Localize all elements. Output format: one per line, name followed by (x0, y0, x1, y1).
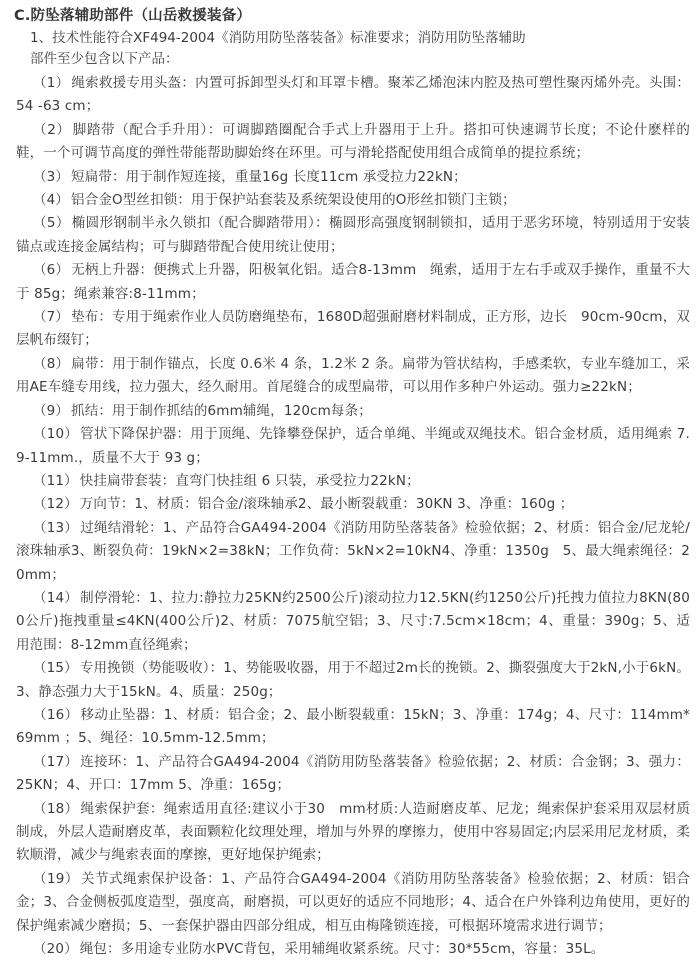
list-item-13 (16, 517, 690, 587)
item-number: （5） (33, 215, 70, 232)
item-number: （3） (33, 168, 70, 185)
list-item-16 (16, 704, 690, 751)
list-item-18 (16, 798, 690, 868)
list-item-9 (16, 400, 690, 423)
list-item-11 (16, 470, 690, 493)
item-number: （14） (33, 589, 79, 606)
item-text: 快挂扁带套装：直弯门快挂组 6 只装，承受拉力22kN； (79, 472, 420, 489)
item-text: 椭圆形钢制半永久锁扣（配合脚踏带用）：椭圆形高强度钢制锁扣，适用于恶劣环境，特别适用于安装锚点或连接金属结构；可与脚踏带配合使用统让使用； (16, 215, 691, 255)
item-number: （9） (33, 402, 70, 419)
item-number: （2） (33, 121, 71, 138)
item-text: 连接环：1、产品符合GA494-2004《消防用防坠落装备》检验依据；2、材质：合金钢；3、强力：25KN；4、开口：17mm 5、净重：165g； (16, 753, 690, 794)
item-number: （12） (33, 496, 78, 513)
item-text: 万向节：1、材质：铝合金/滚珠轴承2、最小断裂载重：30KN 3、净重：160g ； (79, 496, 574, 513)
item-number: （7） (33, 309, 70, 326)
list-item-8 (16, 353, 690, 400)
item-number: （18） (33, 800, 79, 817)
list-item-19 (16, 868, 690, 938)
list-item-2 (16, 119, 690, 166)
item-number: （15） (33, 660, 78, 677)
item-text: 关节式绳索保护设备：1、产品符合GA494-2004《消防用防坠落装备》检验依据；2、材质：铝合金；3、合金侧板弧度造型，强度高，耐磨损，可以更好的适应不同地形；4、适合在户外锋利边角使用，更好的保护绳索减少磨损；5、一套保护器由四部分组成，相互由梅隆锁连接，可根据环境需求进行调节； (16, 870, 690, 934)
intro-block (16, 28, 690, 70)
item-text: 脚踏带（配合手升用）：可调脚踏圈配合手式上升器用于上升。搭扣可快速调节长度；不论什麽样的鞋，一个可调节高度的弹性带能帮助脚始终在环里。可与滑轮搭配使用组合成简单的提拉系统； (16, 121, 690, 162)
item-number: （10） (33, 426, 79, 443)
item-text: 铝合金O型丝扣锁：用于保护站套装及系统架设使用的O形丝扣锁门主锁； (71, 192, 516, 209)
item-number: （19） (33, 870, 79, 887)
item-text: 制停滑轮：1、拉力:静拉力25KN约2500公斤)滚动拉力12.5KN(约1250公斤)托拽力值拉力8KN(800公斤)拖拽重量≤4KN(400公斤)2、材质：7075航空铝；3、尺寸:7.5cm×18cm；4、重量：390g；5、适用范围：8-12mm直径绳索； (16, 589, 690, 653)
item-text: 绳包：多用途专业防水PVC背包，采用辅绳收紧系统。尺寸：30*55cm，容量：35L。 (79, 941, 605, 958)
list-item-15 (16, 657, 690, 704)
item-text: 移动止坠器：1、材质：铝合金；2、最小断裂载重：15kN；3、净重：174g；4、尺寸：114mm*69mm ；5、绳径：10.5mm-12.5mm； (16, 706, 691, 747)
item-number: （6） (33, 262, 70, 279)
list-item-10 (16, 423, 690, 470)
item-text: 短扁带：用于制作短连接，重量16g 长度11cm 承受拉力22kN； (71, 168, 467, 185)
item-list (16, 72, 690, 961)
list-item-20 (16, 938, 690, 961)
list-item-12 (16, 493, 690, 516)
item-number: （17） (33, 753, 79, 770)
intro-line-2: 部件至少包含以下产品： (30, 51, 179, 67)
item-text: 垫布：专用于绳索作业人员防磨绳垫布，1680D超强耐磨材料制成，正方形，边长 90cm-90cm，双层帆布缀钉； (16, 309, 691, 349)
item-number: （16） (33, 706, 79, 723)
list-item-5 (16, 212, 690, 259)
item-number: （13） (33, 519, 79, 536)
item-text: 绳索救援专用头盔：内置可拆卸型头灯和耳罩卡槽。聚苯乙烯泡沫内腔及热可塑性聚丙烯外壳。头围：54 -63 cm； (16, 75, 690, 115)
list-item-3 (16, 166, 690, 189)
item-number: （4） (33, 192, 70, 209)
item-text: 无柄上升器：便携式上升器，阳极氧化铝。适合8-13mm 绳索，适用于左右手或双手操作，重量不大于 85g；绳索兼容:8-11mm； (16, 262, 690, 302)
list-item-14 (16, 587, 690, 657)
item-number: （8） (33, 355, 70, 372)
list-item-4 (16, 189, 690, 212)
item-text: 过绳结滑轮：1、产品符合GA494-2004《消防用防坠落装备》检验依据；2、材质：铝合金/尼龙轮/滚珠轴承3、断裂负荷：19kN×2=38kN；工作负荷：5kN×2=10kN4、净重：1350g 5、最大绳索绳径：20mm； (16, 519, 691, 583)
item-text: 抓结：用于制作抓结的6mm辅绳，120cm每条； (71, 402, 372, 419)
item-text: 管状下降保护器：用于顶绳、先锋攀登保护，适合单绳、半绳或双绳技术。铝合金材质，适用绳索 7.9-11mm.，质量不大于 93 g； (16, 426, 690, 466)
intro-line-1: 1、技术性能符合XF494-2004《消防用防坠落装备》标准要求；消防用防坠落辅助 (30, 30, 526, 46)
section-heading: C.防坠落辅助部件（山岳救援装备） (14, 8, 252, 24)
item-number: （1） (33, 75, 70, 91)
list-item-17 (16, 751, 690, 798)
list-item-6 (16, 259, 690, 306)
item-number: （20） (33, 941, 78, 958)
list-item-1 (16, 72, 690, 119)
item-text: 绳索保护套：绳索适用直径:建议小于30 mm材质:人造耐磨皮革、尼龙；绳索保护套采用双层材质制成，外层人造耐磨皮革，表面颗粒化纹理处理，增加与外界的摩擦力，使用中容易固定;内层采用尼龙材质，柔软顺滑，减少与绳索表面的摩擦，更好地保护绳索； (16, 800, 690, 864)
item-number: （11） (33, 472, 78, 489)
item-text: 专用挽锁（势能吸收）：1、势能吸收器，用于不超过2m长的挽锁。2、撕裂强度大于2kN,小于6kN。3、静态强力大于15kN。4、质量：250g； (16, 660, 690, 700)
item-text: 扁带：用于制作锚点，长度 0.6米 4 条，1.2米 2 条。扁带为管状结构，手感柔软，专业车缝加工，采用AE车缝专用线，拉力强大，经久耐用。首尾缝合的成型扁带，可以用作多种户外运动。强力≥22kN； (16, 355, 690, 396)
list-item-7 (16, 306, 690, 353)
